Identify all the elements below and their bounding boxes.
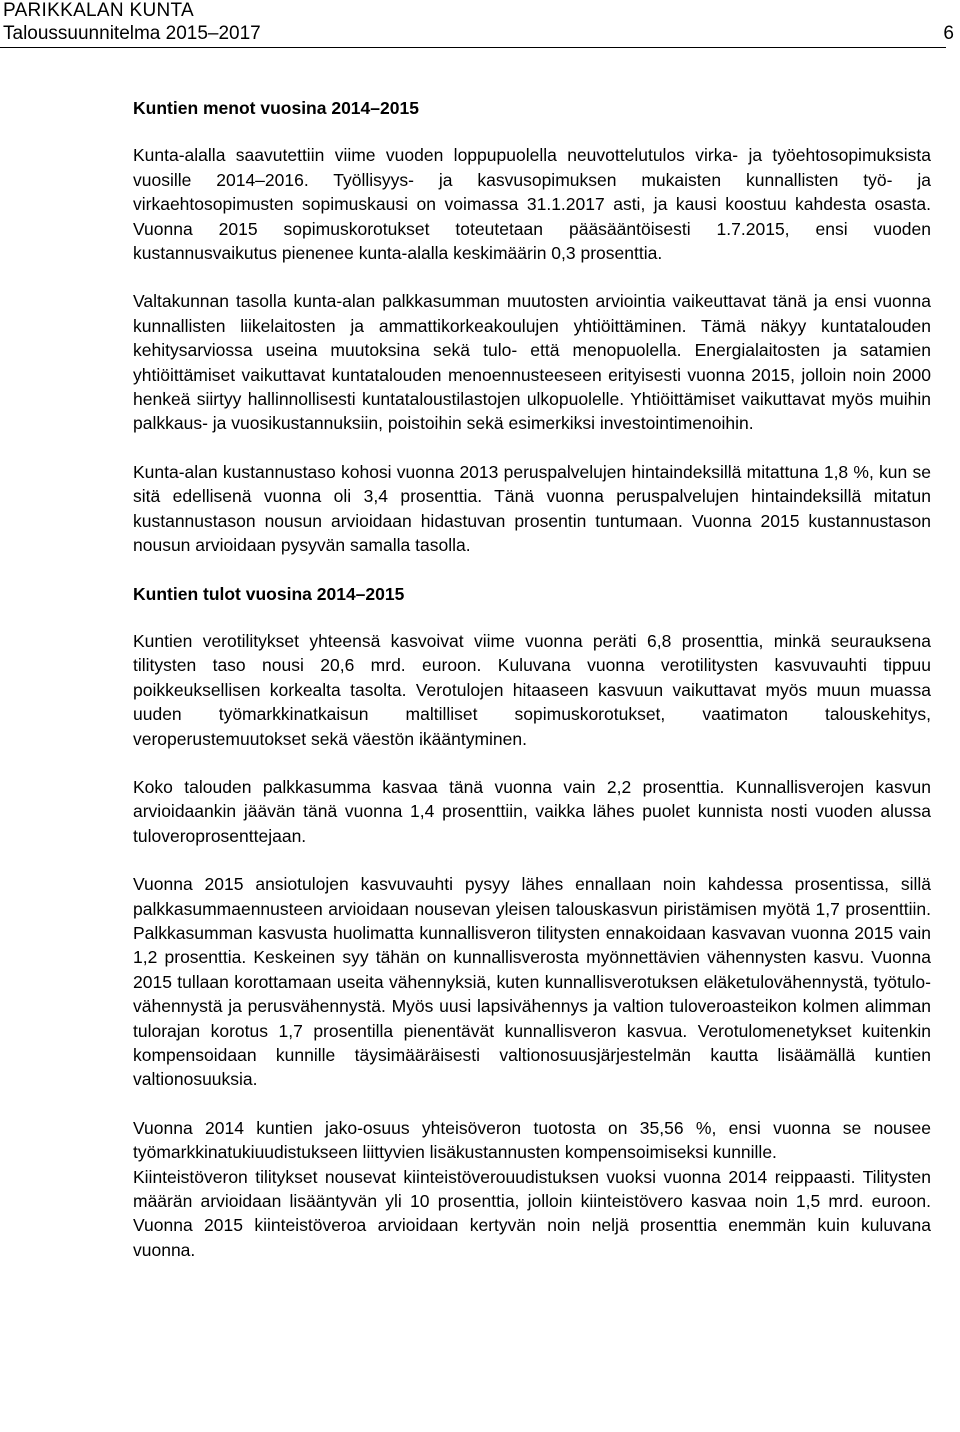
paragraph: Vuonna 2015 ansiotulojen kasvuvauhti pysyy lähes ennallaan noin kahdessa prosentissa, sillä palkkasummaennusteen arvioidaan nousevan yleisen talouskasvun piristämisen myötä 1,7 prosenttiin. Palkkasumman kasvusta huolimatta kunnallisveron tilitysten ennakoidaan kasvavan vuonna 2015 vain 1,2 prosenttia. Keskeinen syy tähän on kunnallisverosta myönnettävien vähennysten kasvu. Vuonna 2015 tullaan korottamaan useita vähennyksiä, kuten kunnallisverotuksen eläketulovähennystä, työtulovähennystä ja perusvähennystä. Myös uusi lapsivähennys ja valtion tuloveroasteikon kolmen alimman tulorajan korotus 1,7 prosentilla pienentävät kunnallisveron kasvua. Verotulomenetykset kuitenkin kompensoidaan kunnille täysimääräisesti valtionosuusjärjestelmän kautta lisäämällä kuntien valtionosuuksia. [133,874,931,1090]
paragraph: Koko talouden palkkasumma kasvaa tänä vuonna vain 2,2 prosenttia. Kunnallisverojen kasvun arvioidaankin jäävän tänä vuonna 1,4 prosenttiin, vaikka lähes puolet kunnista nosti vuoden alussa tuloveroprosenttejaan. [133,776,931,846]
header-divider [0,47,946,48]
paragraph: Kunta-alan kustannustaso kohosi vuonna 2013 peruspalvelujen hintaindeksillä mitattuna 1,8 %, kun se sitä edellisenä vuonna oli 3,4 prosenttia. Tänä vuonna peruspalvelujen hintaindeksillä mitatun kustannustason nousun arvioidaan hidastuvan prosentin tuntumaan. Vuonna 2015 kustannustason nousun arvioidaan pysyvän samalla tasolla. [133,461,931,556]
document-body [133,96,931,1262]
page-header [0,0,960,48]
paragraph: Kiinteistöveron tilitykset nousevat kiinteistöverouudistuksen vuoksi vuonna 2014 reippaasti. Tilitysten määrän arvioidaan lisääntyvän yli 10 prosenttia, jolloin kiinteistövero kasvaa noin 1,5 mrd. euroon. Vuonna 2015 kiinteistöveroa arvioidaan kertyvän noin neljä prosenttia enemmän kuin kuluvana vuonna. [133,1166,931,1260]
page-number: 6 [943,23,954,44]
organization-name: PARIKKALAN KUNTA [3,0,194,21]
paragraph: Vuonna 2014 kuntien jako-osuus yhteisöveron tuotosta on 35,56 %, ensi vuonna se nousee työmarkkinatukiuudistukseen liittyvien lisäkustannusten kompensoimiseksi kunnille. [133,1117,931,1163]
paragraph: Valtakunnan tasolla kunta-alan palkkasumman muutosten arviointia vaikeuttavat tänä ja ensi vuonna kunnallisten liikelaitosten ja ammattikorkeakoulujen yhtiöittäminen. Tämä näkyy kuntatalouden kehitysarviossa useina muutoksina sekä tulo- että menopuolella. Energialaitosten ja satamien yhtiöittämiset vaikuttavat kuntatalouden menoennusteeseen erityisesti vuonna 2015, jolloin noin 2000 henkeä siirtyy hallinnollisesti kuntataloustilastojen ulkopuolelle. Yhtiöittämiset vaikuttavat myös muihin palkkaus- ja vuosikustannuksiin, poistoihin sekä esimerkiksi investointimenoihin. [133,291,931,434]
document-title: Taloussuunnitelma 2015–2017 [3,23,261,44]
paragraph: Kunta-alalla saavutettiin viime vuoden loppupuolella neuvottelutulos virka- ja työehtosopimuksista vuosille 2014–2016. Työllisyys- ja kasvusopimuksen mukaisten kunnallisten työ- ja virkaehtosopimusten sopimuskausi on voimassa 31.1.2017 asti, ja kausi koostuu kahdesta osasta. Vuonna 2015 sopimuskorotukset toteutetaan pääsääntöisesti 1.7.2015, ensi vuoden kustannusvaikutus pienenee kunta-alalla keskimäärin 0,3 prosenttia. [133,145,931,264]
paragraph: Kuntien verotilitykset yhteensä kasvoivat viime vuonna peräti 6,8 prosenttia, minkä seurauksena tilitysten taso nousi 20,6 mrd. euroon. Kuluvana vuonna verotilitysten kasvuvauhti tippuu poikkeuksellisen korkealta tasolta. Verotulojen hitaaseen kasvuun vaikuttavat myös muun muassa uuden työmarkkinatkaisun maltilliset sopimuskorotukset, vaatimaton talouskehitys, veroperustemuutokset sekä väestön ikääntyminen. [133,630,931,749]
section-heading-revenues: Kuntien tulot vuosina 2014–2015 [133,583,405,604]
section-heading-expenses: Kuntien menot vuosina 2014–2015 [133,98,419,118]
